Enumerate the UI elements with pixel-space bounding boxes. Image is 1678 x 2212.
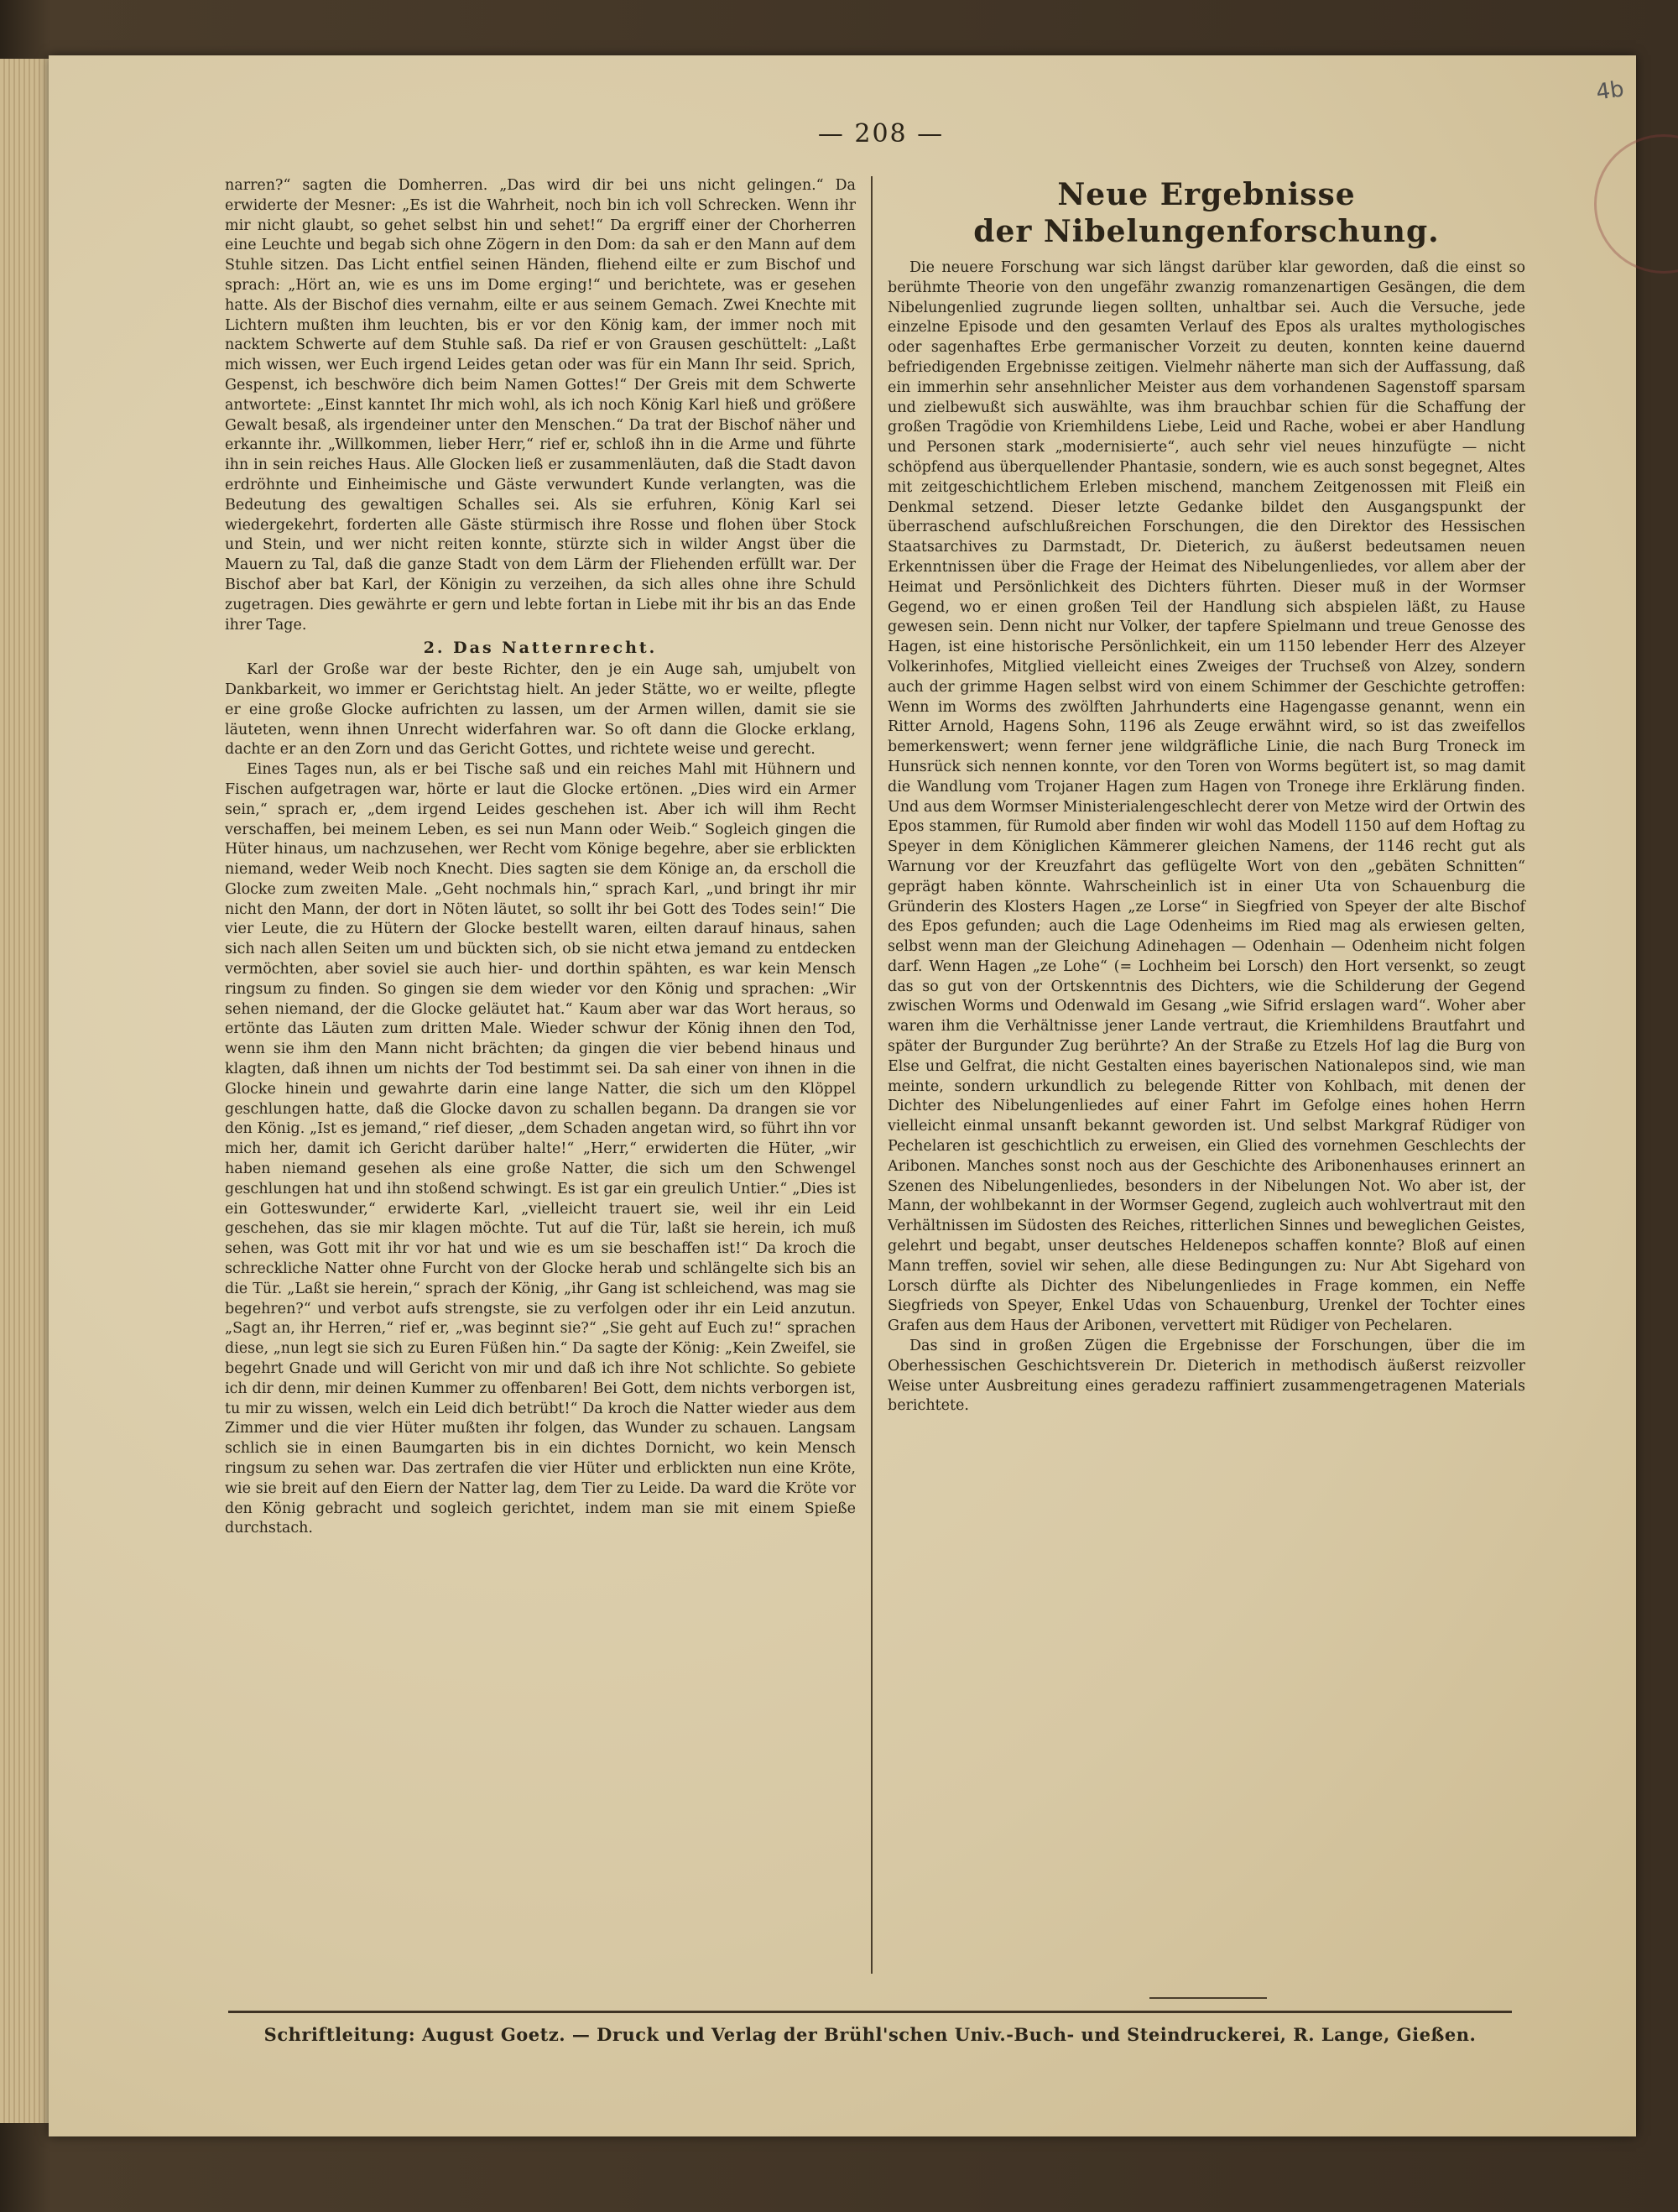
- article-paragraph: Das sind in großen Zügen die Ergebnisse der Forschungen, über die im Oberhessischen Geschichtsverein Dr. Dieterich in methodisch äußerst reizvoller Weise unter Ausbreitung eines geradezu raffiniert zusammengetragenen Materials berichtete.: [888, 1338, 1525, 1415]
- article-title: [888, 176, 1525, 250]
- story-paragraph: Eines Tages nun, als er bei Tische saß und ein reiches Mahl mit Hühnern und Fischen aufgetragen war, hörte er laut die Glocke ertönen. „Dies wird ein Armer sein,“ sprach er, „dem irgend Leides geschehen ist. Aber ich will ihm Recht verschaffen, bei meinem Leben, es sei nun Mann oder Weib.“ Sogleich gingen die Hüter hinaus, um nachzusehen, wer Recht vom Könige begehre, aber sie erblickten niemand, weder Weib noch Knecht. Dies sagten sie dem Könige an, da erscholl die Glocke zum zweiten Male. „Geht nochmals hin,“ sprach Karl, „und bringt ihr mir nicht den Mann, der dort in Nöten läutet, so sollt ihr bei Gott des Todes sein!“ Die vier Leute, die zu Hütern der Glocke bestellt waren, eilten darauf hinaus, sahen sich nach allen Seiten um und bückten sich, ob sie nicht etwa jemand zu entdecken vermöchten, aber soviel sie auch hier- und dorthin spähten, es war kein Mensch ringsum zu finden. So gingen sie dem wieder vor den König und sprachen: „Wir sehen niemand, der die Glocke geläutet hat.“ Kaum aber war das Wort heraus, so ertönte das Läuten zum dritten Male. Wieder schwur der König ihnen den Tod, wenn sie ihm den Mann nicht brächten; da gingen die vier bebend hinaus und klagten, daß ihnen um nichts der Tod bestimmt sei. Da sah einer von ihnen in die Glocke hinein und gewahrte darin eine lange Natter, die sich um den Klöppel geschlungen hatte, daß die Glocke davon zu schallen begann. Da drangen sie vor den König. „Ist es jemand,“ rief dieser, „dem Schaden angetan wird, so führt ihn vor mich her, damit ich Gericht darüber halte!“ „Herr,“ erwiderten die Hüter, „wir haben niemand gesehen als eine große Natter, die sich um den Schwengel geschlungen hat und ihn stoßend schwingt. Es ist gar ein greulich Untier.“ „Dies ist ein Gotteswunder,“ erwiderte Karl, „vielleicht trauert sie, weil ihr ein Leid geschehen, das sie mir klagen möchte. Tut auf die Tür, laßt sie herein, ich muß sehen, was Gott mit ihr vor hat und wie es um sie beschaffen ist!“ Da kroch die schreckliche Natter ohne Furcht von der Glocke herab und schlängelte sich bis an die Tür. „Laßt sie herein,“ sprach der König, „ihr Gang ist schleichend, was mag sie begehren?“ und verbot aufs strengste, sie zu verfolgen oder ihr ein Leid anzutun. „Sagt an, ihr Herren,“ rief er, „was beginnt sie?“ „Sie geht auf Euch zu!“ sprachen diese, „nun legt sie sich zu Euren Füßen hin.“ Da sagte der König: „Kein Zweifel, sie begehrt Gnade und will Gericht von mir und daß ich ihre Not schlichte. So gebiete ich dir denn, mir deinen Kummer zu offenbaren! Bei Gott, dem nichts verborgen ist, tu mir zu wissen, welch ein Leid dich betrübt!“ Da kroch die Natter wieder aus dem Zimmer und die vier Hüter mußten ihr folgen, das Wunder zu schauen. Langsam schlich sie in einen Baumgarten bis in ein dichtes Dornicht, wo kein Mensch ringsum zu sehen war. Das zertrafen die vier Hüter und erblickten nun eine Kröte, wie sie breit auf den Eiern der Natter lag, dem Tier zu Leide. Da ward die Kröte vor den König gebracht und sogleich gerichtet, indem man sie mit einem Spieße durchstach.: [225, 761, 856, 1537]
- right-column: [888, 176, 1525, 1416]
- footer-rule: [228, 2011, 1512, 2013]
- story-paragraph: Karl der Große war der beste Richter, den je ein Auge sah, umjubelt von Dankbarkeit, wo immer er Gerichtstag hielt. An jeder Stätte, wo er weilte, pflegte er eine große Glocke aufrichten zu lassen, um der Armen willen, damit sie sie läuteten, wenn ihnen Unrecht widerfahren war. So oft dann die Glocke erklang, dachte er an den Zorn und das Gericht Gottes, und richtete weise und gerecht.: [225, 661, 856, 759]
- story-paragraph: narren?“ sagten die Domherren. „Das wird dir bei uns nicht gelingen.“ Da erwiderte der Mesner: „Es ist die Wahrheit, noch bin ich voll Schrecken. Wenn ihr mir nicht glaubt, so gehet selbst hin und sehet!“ Da ergriff einer der Chorherren eine Leuchte und begab sich ohne Zögern in den Dom: da sah er den Mann auf dem Stuhle sitzen. Das Licht entfiel seinen Händen, fliehend eilte er zum Bischof und sprach: „Hört an, wie es uns im Dome erging!“ und berichtete, was er gesehen hatte. Als der Bischof dies vernahm, eilte er aus seinem Gemach. Zwei Knechte mit Lichtern mußten ihm leuchten, bis er vor den König kam, der immer noch mit nacktem Schwerte auf dem Stuhle saß. Da rief er von Grausen geschüttelt: „Laßt mich wissen, wer Euch irgend Leides getan oder was für ein Mann Ihr seid. Sprich, Gespenst, ich beschwöre dich beim Namen Gottes!“ Der Greis mit dem Schwerte antwortete: „Einst kanntet Ihr mich wohl, als ich noch König Karl hieß und größere Gewalt besaß, als irgendeiner unter den Menschen.“ Da trat der Bischof näher und erkannte ihr. „Willkommen, lieber Herr,“ rief er, schloß ihn in die Arme und führte ihn in sein reiches Haus. Alle Glocken ließ er zusammenläuten, daß die Stadt davon erdröhnte und Einheimische und Gäste verwundert Kunde verlangten, was die Bedeutung des gewaltigen Schalles sei. Als sie erfuhren, König Karl sei wiedergekehrt, forderten alle Gäste stürmisch ihre Rosse und flohen über Stock und Stein, und wer nicht reiten konnte, stürzte sich in wilder Angst über die Mauern zu Tal, daß die ganze Stadt von dem Lärm der Fliehenden erfüllt war. Der Bischof aber bat Karl, der Königin zu verzeihen, da sich alles ohne ihre Schuld zugetragen. Dies gewährte er gern und lebte fortan in Liebe mit ihr bis an das Ende ihrer Tage.: [225, 177, 856, 634]
- article-paragraph: Die neuere Forschung war sich längst darüber klar geworden, daß die einst so berühmte Theorie von den ungefähr zwanzig romanzenartigen Gesängen, die dem Nibelungenlied zugrunde liegen sollten, unhaltbar sei. Auch die Versuche, jede einzelne Episode und den gesamten Verlauf des Epos als uraltes mythologisches oder sagenhaftes Erbe germanischer Vorzeit zu deuten, konnten keine dauernd befriedigenden Ergebnisse zeitigen. Vielmehr näherte man sich der Auffassung, daß ein immerhin sehr ansehnlicher Meister aus dem vorhandenen Sagenstoff sparsam und zielbewußt sich auswählte, was ihm brauchbar schien für die Schaffung der großen Tragödie von Kriemhildens Liebe, Leid und Rache, wobei er aber Handlung und Personen stark „modernisierte“, auch sehr viel neues hinzufügte — nicht schöpfend aus überquellender Phantasie, sondern, wie es auch sonst begegnet, Altes mit zeitgeschichtlichem Erleben mischend, manchem Zeitgenossen mit Fleiß ein Denkmal setzend. Dieser letzte Gedanke bildet den Ausgangspunkt der überraschend aufschlußreichen Forschungen, die den Direktor des Hessischen Staatsarchives zu Darmstadt, Dr. Dieterich, zu äußerst bedeutsamen neuen Erkenntnissen über die Frage der Heimat des Nibelungenliedes, vor allem aber der Heimat und Persönlichkeit des Dichters führten. Dieser muß in der Wormser Gegend, wo er einen großen Teil der Handlung sich abspielen läßt, zu Hause gewesen sein. Denn nicht nur Volker, der tapfere Spielmann und treue Genosse des Hagen, ist eine historische Persönlichkeit, ein um 1150 lebender Herr des Alzeyer Volkerinhofes, Mitglied vielleicht eines Zweiges der Truchseß von Alzey, sondern auch der grimme Hagen selbst wird von einem Schimmer der Geschichte getroffen: Wenn im Worms des zwölften Jahrhunderts eine Hagengasse genannt, wenn ein Ritter Arnold, Hagens Sohn, 1196 als Zeuge erwähnt wird, so ist das zweifellos bemerkenswert; wenn ferner jene wildgräfliche Linie, die nach Burg Troneck im Hunsrück sich nennen konnte, vor den Toren von Worms begütert ist, so mag damit die Wandlung vom Trojaner Hagen zum Hagen von Tronege ihre Erklärung finden. Und aus dem Wormser Ministerialengeschlecht derer von Metze wird der Ortwin des Epos stammen, für Rumold aber finden wir wohl das Modell 1150 auf dem Hoftag zu Speyer in dem Königlichen Kämmerer gleichen Namens, der 1146 recht gut als Warnung vor der Kreuzfahrt das geflügelte Wort von den „gebäten Schnitten“ geprägt haben könnte. Wahrscheinlich ist in einer Uta von Schauenburg die Gründerin des Klosters Hagen „ze Lorse“ in Siegfried von Speyer der alte Bischof des Epos gefunden; auch die Lage Odenheims im Ried mag als erwiesen gelten, selbst wenn man der Gleichung Adinehagen — Odenhain — Odenheim nicht folgen darf. Wenn Hagen „ze Lohe“ (= Lochheim bei Lorsch) den Hort versenkt, so zeugt das so gut von der Ortskenntnis des Dichters, wie die Schilderung der Gegend zwischen Worms und Odenwald im Gesang „wie Sifrid erslagen ward“. Woher aber waren ihm die Verhältnisse jener Lande vertraut, die Kriemhildens Brautfahrt und später der Burgunder Zug berührte? An der Straße zu Etzels Hof lag die Burg von Else und Gelfrat, die nicht Gestalten eines bayerischen Nationalepos sind, wie man meinte, sondern urkundlich zu belegende Ritter von Kohlbach, mit denen der Dichter des Nibelungenliedes auf einer Fahrt im Gefolge eines hohen Herrn vielleicht einmal unsanft bekannt geworden ist. Und selbst Markgraf Rüdiger von Pechelaren ist geschichtlich zu erweisen, ein Glied des vornehmen Geschlechts der Aribonen. Manches sonst noch aus der Geschichte des Aribonenhauses erinnert an Szenen des Nibelungenliedes, besonders in der Nibelungen Not. Wo aber ist, der Mann, der wohlbekannt in der Wormser Gegend, zugleich auch wohlvertraut mit den Verhältnissen im Südosten des Reiches, ritterlichen Sinnes und beweglichen Geistes, gelehrt und begabt, unser deutsches Heldenepos schaffen konnte? Bloß auf einen Mann treffen, soviel wir sehen, alle diese Bedingungen zu: Nur Abt Sigehard von Lorsch dürfte als Dichter des Nibelungenliedes in Frage kommen, ein Neffe Siegfrieds von Speyer, Enkel Udas von Schauenburg, Urenkel der Tochter eines Grafen aus dem Haus der Aribonen, vervettert mit Rüdiger von Pechelaren.: [888, 259, 1525, 1335]
- column-divider: [871, 176, 873, 1974]
- page-number: — 208 —: [817, 119, 945, 149]
- left-column: [225, 176, 856, 1539]
- handwritten-margin-note: 4b: [1594, 76, 1626, 106]
- imprint-footer: Schriftleitung: August Goetz. — Druck und Verlag der Brühl'schen Univ.-Buch- und Steindruckerei, R. Lange, Gießen.: [263, 2024, 1477, 2045]
- article-title-line: Neue Ergebnisse: [1057, 177, 1356, 212]
- article-end-rule: [1149, 1997, 1267, 1999]
- article-title-line: der Nibelungenforschung.: [973, 214, 1440, 249]
- section-heading: 2. Das Natternrecht.: [423, 639, 658, 658]
